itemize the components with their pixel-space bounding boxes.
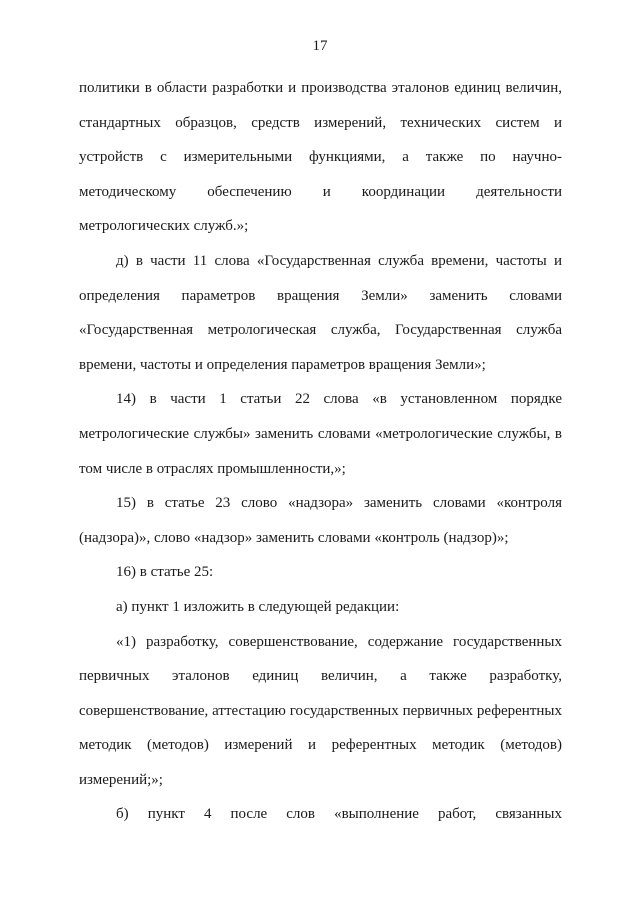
paragraph-item-15: 15) в статье 23 слово «надзора» заменить словами «контроля (надзора)», слово «надзор» заменить словами «контроль (надзор)»; [79,495,562,546]
paragraph-item-a: а) пункт 1 изложить в следующей редакции: [116,598,400,615]
paragraph-item-d: д) в части 11 слова «Государственная служба времени, частоты и определения параметров вращения Земли» заменить словами «Государственная метрологическая служба, Государственная служба времени, частоты и определения параметров вращения Земли»; [79,252,562,373]
paragraph-item-b: б) пункт 4 после слов «выполнение работ, связанных [116,806,562,823]
paragraph-item-14: 14) в части 1 статьи 22 слова «в установленном порядке метрологические службы» заменить словами «метрологические службы, в том числе в отраслях промышленности,»; [79,391,562,477]
page-number: 17 [312,38,328,54]
paragraph-item-16: 16) в статье 25: [116,564,214,581]
paragraph-continuation: политики в области разработки и производства эталонов единиц величин, стандартных образцов, средств измерений, технических систем и устройств с измерительными функциями, а также по научно-методическому обеспечению и координации деятельности метрологических служб.»; [79,80,562,235]
paragraph-quoted-point-1: «1) разработку, совершенствование, содержание государственных первичных эталонов единиц величин, а также разработку, совершенствование, аттестацию государственных первичных референтных методик (методов) измерений и референтных методик (методов) измерений;»; [79,633,562,788]
document-body [79,71,562,832]
